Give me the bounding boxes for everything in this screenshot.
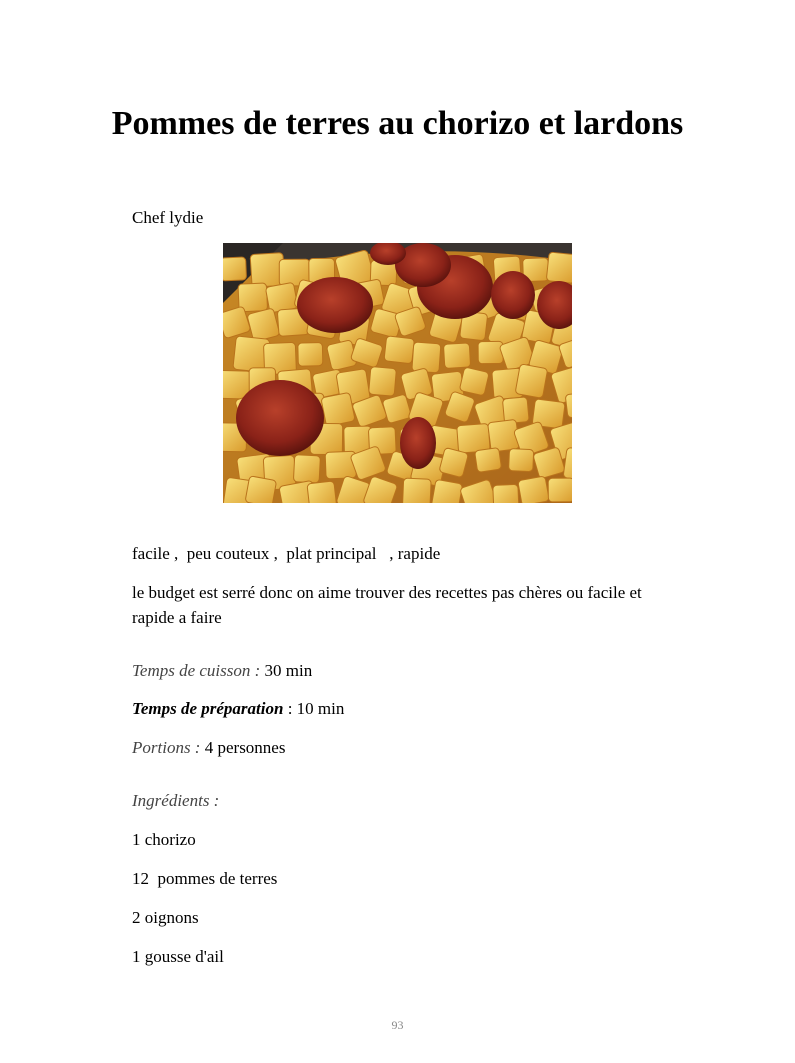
portions (132, 736, 285, 760)
dish-photo (223, 243, 572, 503)
dish-photo-illustration (223, 243, 572, 503)
recipe-tags: facile , peu couteux , plat principal , rapide (132, 544, 441, 563)
potato-cube (298, 343, 323, 367)
ingredient-item: 1 gousse d'ail (132, 947, 224, 966)
potato-cube (515, 364, 548, 398)
potato-cube (459, 367, 489, 396)
potato-cube (293, 455, 320, 483)
page-title: Pommes de terres au chorizo et lardons (111, 105, 684, 142)
potato-cube (478, 341, 503, 363)
potato-cube (518, 476, 550, 503)
potato-cube (493, 484, 519, 503)
potato-cube (475, 447, 502, 472)
prep-time-value: : 10 min (283, 699, 345, 718)
potato-cube (457, 424, 490, 454)
potato-cube (384, 336, 414, 364)
prep-time-label: Temps de préparation (132, 699, 284, 718)
portions-value: 4 personnes (200, 738, 286, 757)
ingredient-item: 2 oignons (132, 908, 199, 927)
cook-time (132, 659, 312, 683)
potato-cube (223, 257, 247, 281)
cook-time-value: 30 min (260, 661, 313, 680)
ingredient-item: 1 chorizo (132, 830, 196, 849)
potato-cube (321, 392, 355, 426)
potato-cube (369, 367, 397, 397)
potato-cube (431, 479, 463, 503)
cook-time-label: Temps de cuisson : (132, 661, 261, 680)
potato-cube (307, 481, 337, 503)
author-line: Chef lydie (132, 208, 204, 227)
potato-cube (502, 397, 529, 424)
potato-cube (412, 342, 441, 373)
recipe-description: le budget est serré donc on aime trouver des recettes pas chères ou facile et rapide a faire (132, 583, 642, 627)
potato-cube (546, 252, 572, 283)
potato-cube (443, 343, 470, 369)
prep-time (132, 697, 344, 721)
potato-cube (548, 478, 572, 502)
potato-cube (245, 476, 277, 503)
page-number: 93 (391, 1018, 404, 1032)
portions-label: Portions : (132, 738, 201, 757)
ingredient-item: 12 pommes de terres (132, 869, 278, 888)
potato-cube (509, 449, 534, 472)
potato-cube (403, 478, 432, 503)
ingredients-heading: Ingrédients : (132, 791, 220, 810)
